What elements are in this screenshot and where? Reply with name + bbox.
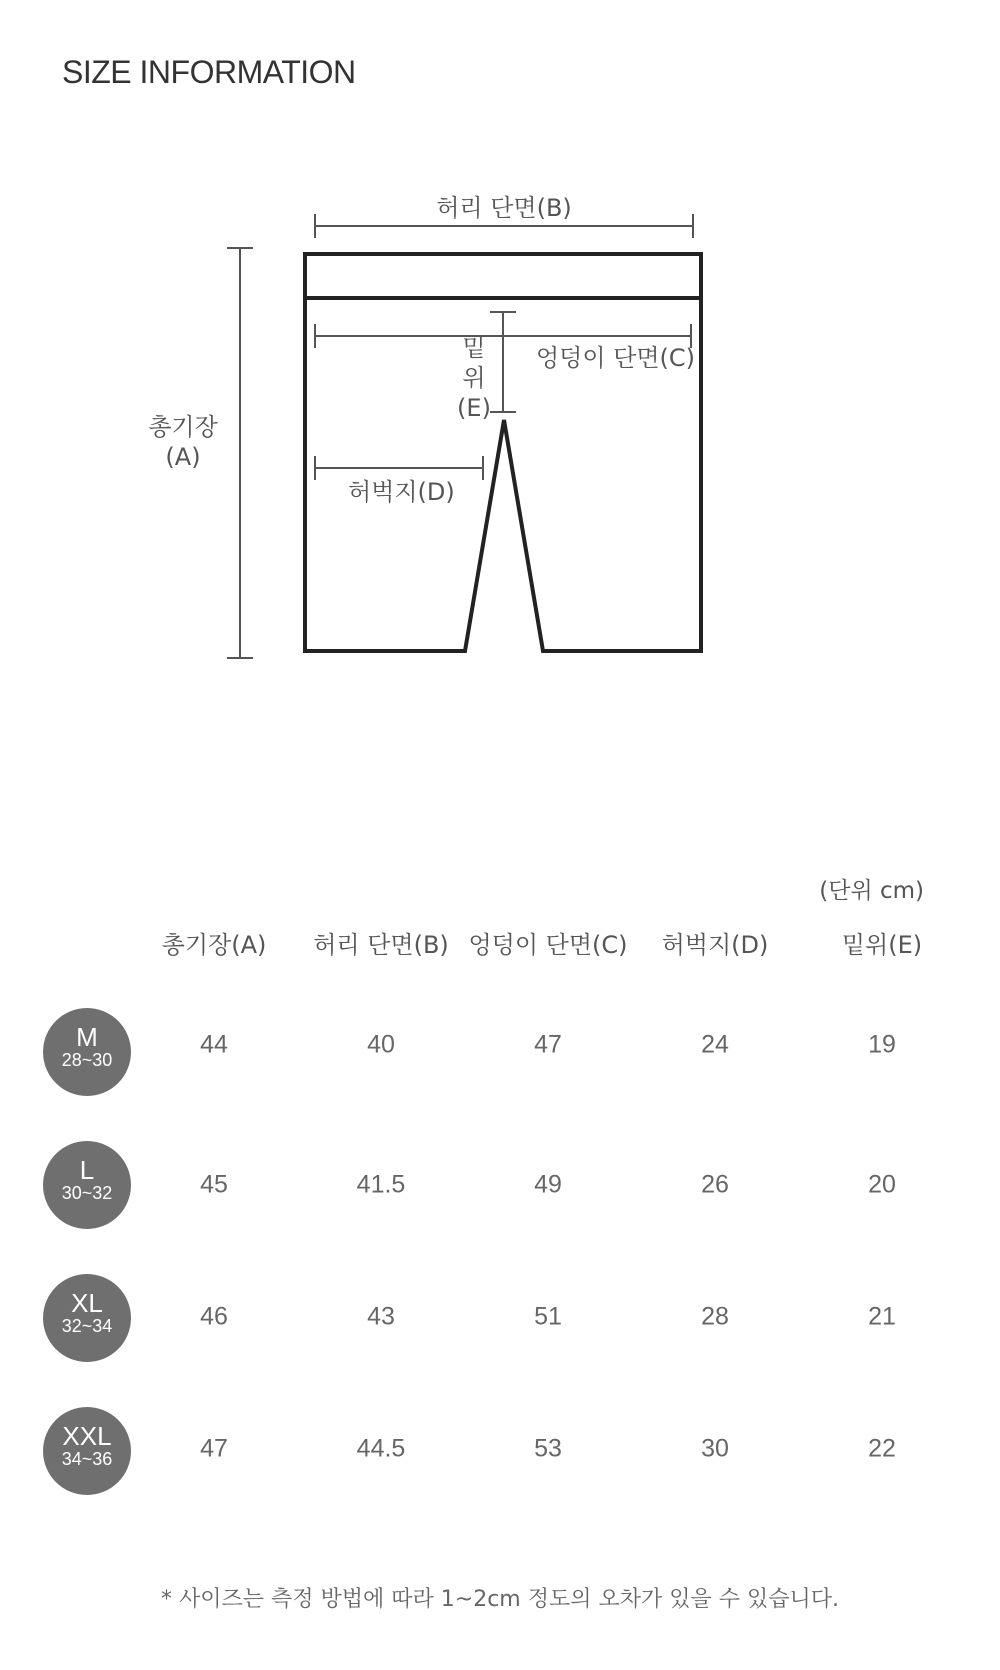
rise-label-line3: (E) xyxy=(457,394,491,422)
measurement-note: * 사이즈는 측정 방법에 따라 1~2cm 정도의 오차가 있을 수 있습니다. xyxy=(161,1587,839,1612)
hip-label: 엉덩이 단면(C) xyxy=(536,344,696,372)
size-range: 28~30 xyxy=(61,1050,113,1070)
header-waist: 허리 단면(B) xyxy=(313,931,449,959)
table-cell: 20 xyxy=(868,1170,896,1199)
table-cell: 21 xyxy=(868,1302,896,1331)
size-range: 30~32 xyxy=(61,1183,113,1203)
shorts-measurement-diagram xyxy=(0,0,1000,720)
table-cell: 49 xyxy=(534,1170,562,1199)
total-length-label-line1: 총기장 xyxy=(148,413,218,441)
table-cell: 28 xyxy=(701,1302,729,1331)
header-total-length: 총기장(A) xyxy=(161,931,267,959)
table-cell: 30 xyxy=(701,1434,729,1463)
waist-label: 허리 단면(B) xyxy=(436,194,572,222)
table-cell: 53 xyxy=(534,1434,562,1463)
unit-label: (단위 cm) xyxy=(819,878,924,904)
page-title: SIZE INFORMATION xyxy=(62,54,356,90)
thigh-measure-line xyxy=(315,456,483,480)
rise-label-line2: 위 xyxy=(462,364,486,392)
total-length-label xyxy=(148,412,218,472)
table-cell: 46 xyxy=(200,1302,228,1331)
size-badge-m xyxy=(43,1008,131,1096)
header-rise: 밑위(E) xyxy=(841,931,923,959)
size-badge-xl xyxy=(43,1274,131,1362)
rise-label xyxy=(454,333,494,423)
thigh-label: 허벅지(D) xyxy=(348,478,455,506)
total-length-measure-line xyxy=(227,248,253,658)
table-cell: 45 xyxy=(200,1170,228,1199)
size-badge-l xyxy=(43,1141,131,1229)
header-thigh: 허벅지(D) xyxy=(661,931,769,959)
table-cell: 19 xyxy=(868,1030,896,1059)
table-cell: 47 xyxy=(200,1434,228,1463)
table-cell: 22 xyxy=(868,1434,896,1463)
table-cell: 47 xyxy=(534,1030,562,1059)
size-badge-xxl xyxy=(43,1407,131,1495)
size-range: 34~36 xyxy=(61,1449,113,1469)
table-cell: 26 xyxy=(701,1170,729,1199)
table-cell: 41.5 xyxy=(356,1170,406,1199)
table-cell: 24 xyxy=(701,1030,729,1059)
table-cell: 40 xyxy=(367,1030,395,1059)
size-range: 32~34 xyxy=(61,1316,113,1336)
table-cell: 43 xyxy=(367,1302,395,1331)
table-cell: 44.5 xyxy=(356,1434,406,1463)
size-label: XL xyxy=(71,1288,103,1318)
total-length-label-line2: (A) xyxy=(165,443,201,471)
table-cell: 44 xyxy=(200,1030,228,1059)
size-label: L xyxy=(79,1155,95,1185)
size-label: XXL xyxy=(62,1421,112,1451)
size-label: M xyxy=(76,1022,98,1052)
header-hip: 엉덩이 단면(C) xyxy=(468,931,628,959)
rise-label-line1: 밑 xyxy=(462,334,486,362)
table-cell: 51 xyxy=(534,1302,562,1331)
